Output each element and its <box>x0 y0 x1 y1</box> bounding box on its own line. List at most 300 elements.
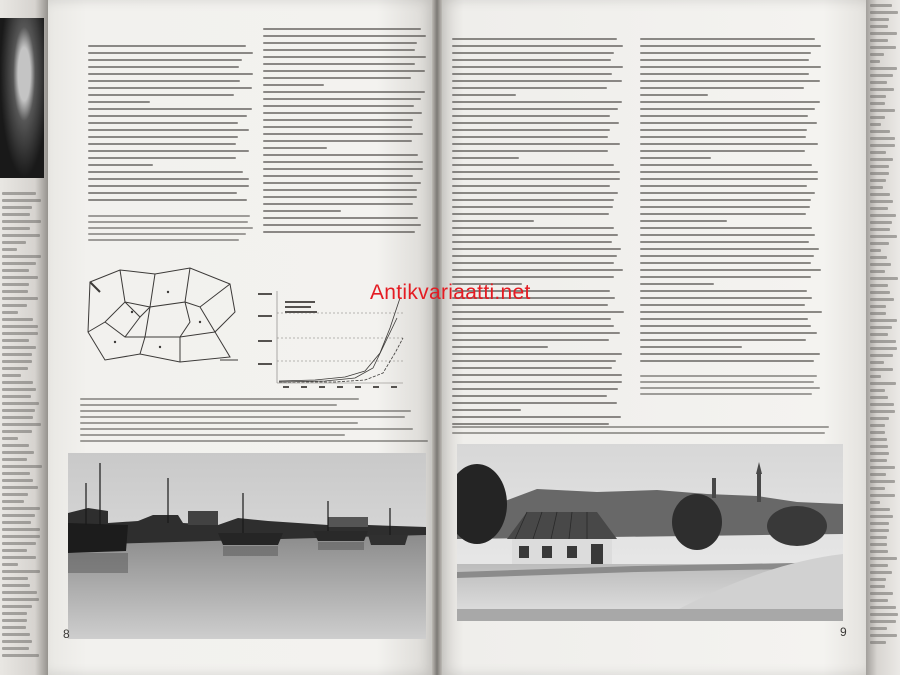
text-line <box>263 161 423 163</box>
text-line <box>870 354 893 357</box>
text-line <box>2 507 40 510</box>
text-line <box>870 634 897 637</box>
figure-caption-right <box>452 426 842 440</box>
text-line <box>452 199 614 201</box>
text-line <box>2 654 39 657</box>
text-line <box>2 563 18 566</box>
text-line <box>263 70 425 72</box>
text-line <box>2 192 36 195</box>
text-line <box>640 38 815 40</box>
text-line <box>452 374 622 376</box>
text-line <box>640 59 809 61</box>
text-line <box>870 578 886 581</box>
text-line <box>870 207 888 210</box>
text-line <box>870 109 895 112</box>
text-line <box>870 480 895 483</box>
text-line <box>2 213 30 216</box>
text-line <box>88 115 247 117</box>
text-line <box>263 126 412 128</box>
text-line <box>452 220 534 222</box>
text-line <box>870 515 893 518</box>
text-line <box>452 416 621 418</box>
text-line <box>2 339 29 342</box>
text-line <box>452 213 609 215</box>
text-line <box>88 129 249 131</box>
text-line <box>870 403 894 406</box>
text-line <box>88 108 252 110</box>
text-line <box>640 52 811 54</box>
portrait-photo-fragment <box>0 18 44 178</box>
text-line <box>870 67 897 70</box>
text-line <box>870 417 889 420</box>
text-line <box>870 529 889 532</box>
harbor-photo <box>68 453 426 639</box>
text-line <box>870 53 884 56</box>
text-line <box>263 42 417 44</box>
text-line <box>870 123 881 126</box>
text-line <box>452 59 611 61</box>
text-line <box>870 263 891 266</box>
text-line <box>452 426 829 428</box>
text-line <box>640 220 727 222</box>
text-line <box>870 221 892 224</box>
text-line <box>640 199 811 201</box>
text-line <box>80 434 345 436</box>
text-line <box>640 171 818 173</box>
text-line <box>640 339 806 341</box>
text-line <box>452 402 617 404</box>
text-line <box>2 472 30 475</box>
text-line <box>452 241 612 243</box>
text-column-right-2 <box>640 38 822 368</box>
text-line <box>452 45 623 47</box>
text-line <box>88 215 250 217</box>
text-line <box>640 381 814 383</box>
text-line <box>88 80 240 82</box>
text-line <box>2 423 41 426</box>
text-line <box>870 627 887 630</box>
text-line <box>88 87 252 89</box>
text-line <box>452 115 610 117</box>
text-line <box>2 430 32 433</box>
text-line <box>80 410 411 412</box>
text-line <box>452 332 620 334</box>
text-line <box>2 402 39 405</box>
text-line <box>870 585 885 588</box>
text-line <box>640 297 812 299</box>
text-line <box>452 395 607 397</box>
text-line <box>640 262 811 264</box>
text-line <box>640 318 808 320</box>
text-line <box>870 95 886 98</box>
text-line <box>2 227 30 230</box>
text-line <box>452 108 618 110</box>
page-number-right: 9 <box>840 625 847 639</box>
text-line <box>2 577 28 580</box>
text-line <box>870 368 893 371</box>
text-line <box>263 35 426 37</box>
text-line <box>88 178 249 180</box>
text-line <box>870 60 880 63</box>
text-line <box>2 199 41 202</box>
text-line <box>2 290 28 293</box>
text-line <box>870 333 888 336</box>
text-line <box>2 255 41 258</box>
text-line <box>640 108 815 110</box>
underlying-page-left <box>0 0 50 675</box>
text-line <box>870 620 896 623</box>
text-line <box>2 346 36 349</box>
text-line <box>2 535 40 538</box>
text-line <box>88 157 236 159</box>
text-line <box>2 332 38 335</box>
underlying-page-right <box>862 0 900 675</box>
text-line <box>640 387 820 389</box>
text-line <box>2 458 27 461</box>
text-line <box>2 591 37 594</box>
text-line <box>870 25 888 28</box>
text-line <box>2 549 27 552</box>
text-line <box>2 206 32 209</box>
text-line <box>452 52 614 54</box>
text-line <box>452 164 614 166</box>
text-line <box>870 4 892 7</box>
text-line <box>263 112 422 114</box>
text-line <box>870 445 888 448</box>
text-line <box>870 431 885 434</box>
text-line <box>2 318 33 321</box>
text-line <box>2 444 29 447</box>
text-line <box>2 626 26 629</box>
text-line <box>870 312 886 315</box>
text-line <box>640 290 807 292</box>
text-line <box>88 221 248 223</box>
text-line <box>640 115 808 117</box>
text-line <box>452 206 613 208</box>
text-line <box>640 206 810 208</box>
text-line <box>88 94 234 96</box>
text-line <box>870 473 886 476</box>
text-line <box>640 283 714 285</box>
text-line <box>870 46 896 49</box>
text-line <box>870 571 892 574</box>
text-line <box>640 353 820 355</box>
text-line <box>80 422 358 424</box>
text-line <box>263 147 327 149</box>
text-line <box>870 144 895 147</box>
text-line <box>263 140 412 142</box>
text-line <box>870 487 885 490</box>
text-line <box>2 647 29 650</box>
text-line <box>2 633 30 636</box>
text-line <box>640 332 817 334</box>
text-line <box>80 440 428 442</box>
text-line <box>452 360 616 362</box>
text-line <box>870 81 887 84</box>
text-line <box>2 493 28 496</box>
text-line <box>263 168 423 170</box>
text-line <box>452 432 825 434</box>
text-line <box>640 122 817 124</box>
text-line <box>870 256 887 259</box>
text-line <box>80 428 413 430</box>
text-line <box>640 192 815 194</box>
text-line <box>870 564 888 567</box>
text-line <box>870 438 887 441</box>
text-line <box>88 192 237 194</box>
text-line <box>452 66 623 68</box>
text-line <box>452 388 618 390</box>
text-line <box>2 262 36 265</box>
text-line <box>870 291 890 294</box>
text-line <box>263 196 417 198</box>
text-line <box>870 102 885 105</box>
text-line <box>870 410 895 413</box>
text-line <box>640 157 711 159</box>
text-line <box>640 255 814 257</box>
text-line <box>452 381 622 383</box>
text-line <box>870 137 895 140</box>
text-line <box>263 91 425 93</box>
text-line <box>640 94 708 96</box>
text-line <box>640 66 821 68</box>
text-line <box>640 73 809 75</box>
text-line <box>452 129 610 131</box>
text-line <box>2 486 38 489</box>
text-line <box>452 94 516 96</box>
text-line <box>452 150 608 152</box>
text-line <box>870 130 890 133</box>
text-line <box>2 220 41 223</box>
text-line <box>263 98 421 100</box>
footnote-right <box>640 375 822 403</box>
text-line <box>2 598 39 601</box>
text-line <box>640 129 807 131</box>
underlying-text-right <box>870 4 898 654</box>
text-line <box>452 178 620 180</box>
text-line <box>640 276 811 278</box>
text-line <box>263 119 413 121</box>
text-line <box>263 133 423 135</box>
text-line <box>870 151 886 154</box>
text-line <box>2 311 18 314</box>
text-line <box>640 101 820 103</box>
text-line <box>870 88 894 91</box>
text-line <box>2 388 36 391</box>
text-line <box>2 528 40 531</box>
text-line <box>870 165 889 168</box>
text-line <box>452 122 619 124</box>
text-line <box>2 619 27 622</box>
tartu-street-photo <box>457 444 843 621</box>
text-column-right-1 <box>452 38 624 436</box>
map-figure <box>80 262 240 367</box>
text-line <box>870 284 888 287</box>
text-line <box>263 182 421 184</box>
text-line <box>88 122 238 124</box>
text-line <box>640 304 805 306</box>
text-line <box>2 241 26 244</box>
text-line <box>870 641 886 644</box>
figure-captions-left <box>80 398 430 450</box>
text-line <box>2 465 42 468</box>
text-line <box>640 375 817 377</box>
text-line <box>870 11 898 14</box>
text-line <box>263 175 413 177</box>
text-line <box>870 305 886 308</box>
text-line <box>870 32 897 35</box>
text-line <box>2 514 35 517</box>
text-line <box>263 84 324 86</box>
footnote-left <box>88 215 254 245</box>
text-line <box>870 543 887 546</box>
text-line <box>870 74 893 77</box>
text-line <box>2 556 36 559</box>
text-line <box>870 340 896 343</box>
text-line <box>263 77 411 79</box>
text-line <box>870 249 881 252</box>
text-line <box>870 242 889 245</box>
text-line <box>88 73 253 75</box>
text-line <box>870 18 889 21</box>
text-line <box>452 143 620 145</box>
text-line <box>870 116 885 119</box>
text-line <box>640 325 811 327</box>
text-line <box>88 233 246 235</box>
text-line <box>870 592 893 595</box>
text-line <box>263 231 415 233</box>
text-line <box>870 375 881 378</box>
text-line <box>452 87 607 89</box>
text-line <box>2 570 40 573</box>
text-line <box>870 606 896 609</box>
text-line <box>80 404 337 406</box>
text-line <box>88 150 249 152</box>
text-line <box>870 319 897 322</box>
text-line <box>870 522 889 525</box>
text-line <box>452 227 614 229</box>
text-line <box>870 389 885 392</box>
text-line <box>870 550 888 553</box>
text-line <box>452 234 618 236</box>
text-line <box>263 154 418 156</box>
text-line <box>2 542 36 545</box>
text-line <box>2 304 27 307</box>
text-line <box>452 276 614 278</box>
text-line <box>2 479 33 482</box>
page-number-left: 8 <box>63 627 70 641</box>
text-line <box>640 269 821 271</box>
text-line <box>452 262 614 264</box>
text-line <box>452 101 622 103</box>
text-line <box>263 105 414 107</box>
text-line <box>870 228 890 231</box>
text-line <box>2 367 28 370</box>
text-line <box>452 192 618 194</box>
watermark-text: Antikvariaatti.net <box>370 281 531 304</box>
text-line <box>263 28 421 30</box>
text-line <box>2 325 38 328</box>
text-line <box>452 423 609 425</box>
text-line <box>452 325 614 327</box>
text-line <box>870 424 885 427</box>
text-line <box>452 157 519 159</box>
text-line <box>2 584 30 587</box>
text-line <box>870 39 888 42</box>
text-line <box>640 80 820 82</box>
text-line <box>2 283 29 286</box>
text-line <box>640 178 818 180</box>
text-line <box>452 367 612 369</box>
text-line <box>640 360 814 362</box>
text-line <box>2 381 33 384</box>
text-line <box>870 347 897 350</box>
text-line <box>452 73 612 75</box>
text-line <box>870 466 895 469</box>
text-line <box>452 346 548 348</box>
text-line <box>452 38 617 40</box>
text-line <box>2 248 17 251</box>
text-line <box>2 374 21 377</box>
text-line <box>870 277 898 280</box>
text-line <box>640 164 812 166</box>
text-line <box>2 605 32 608</box>
text-line <box>452 353 622 355</box>
text-column-left-1 <box>88 45 254 210</box>
text-line <box>452 185 610 187</box>
text-line <box>263 56 426 58</box>
text-line <box>88 59 242 61</box>
text-line <box>2 269 29 272</box>
text-line <box>88 45 246 47</box>
text-line <box>452 311 624 313</box>
text-line <box>452 255 617 257</box>
text-line <box>870 459 887 462</box>
text-line <box>870 179 886 182</box>
text-line <box>2 409 35 412</box>
text-line <box>870 557 897 560</box>
text-line <box>88 101 150 103</box>
text-line <box>640 248 819 250</box>
text-line <box>452 269 623 271</box>
text-line <box>640 241 809 243</box>
text-line <box>2 360 32 363</box>
text-line <box>870 298 894 301</box>
text-line <box>870 200 893 203</box>
text-line <box>870 452 889 455</box>
text-line <box>870 172 889 175</box>
text-line <box>870 396 888 399</box>
text-line <box>640 136 806 138</box>
text-line <box>2 437 18 440</box>
text-line <box>870 494 895 497</box>
text-line <box>263 49 415 51</box>
text-line <box>2 500 24 503</box>
text-line <box>88 143 236 145</box>
text-line <box>88 171 243 173</box>
text-line <box>2 234 40 237</box>
text-line <box>452 136 608 138</box>
underlying-text-left <box>2 192 42 662</box>
text-line <box>640 45 821 47</box>
text-line <box>870 508 890 511</box>
text-column-left-2 <box>263 28 427 238</box>
book-gutter <box>432 0 442 675</box>
text-line <box>263 63 415 65</box>
text-line <box>640 150 805 152</box>
text-line <box>640 227 812 229</box>
text-line <box>88 66 239 68</box>
